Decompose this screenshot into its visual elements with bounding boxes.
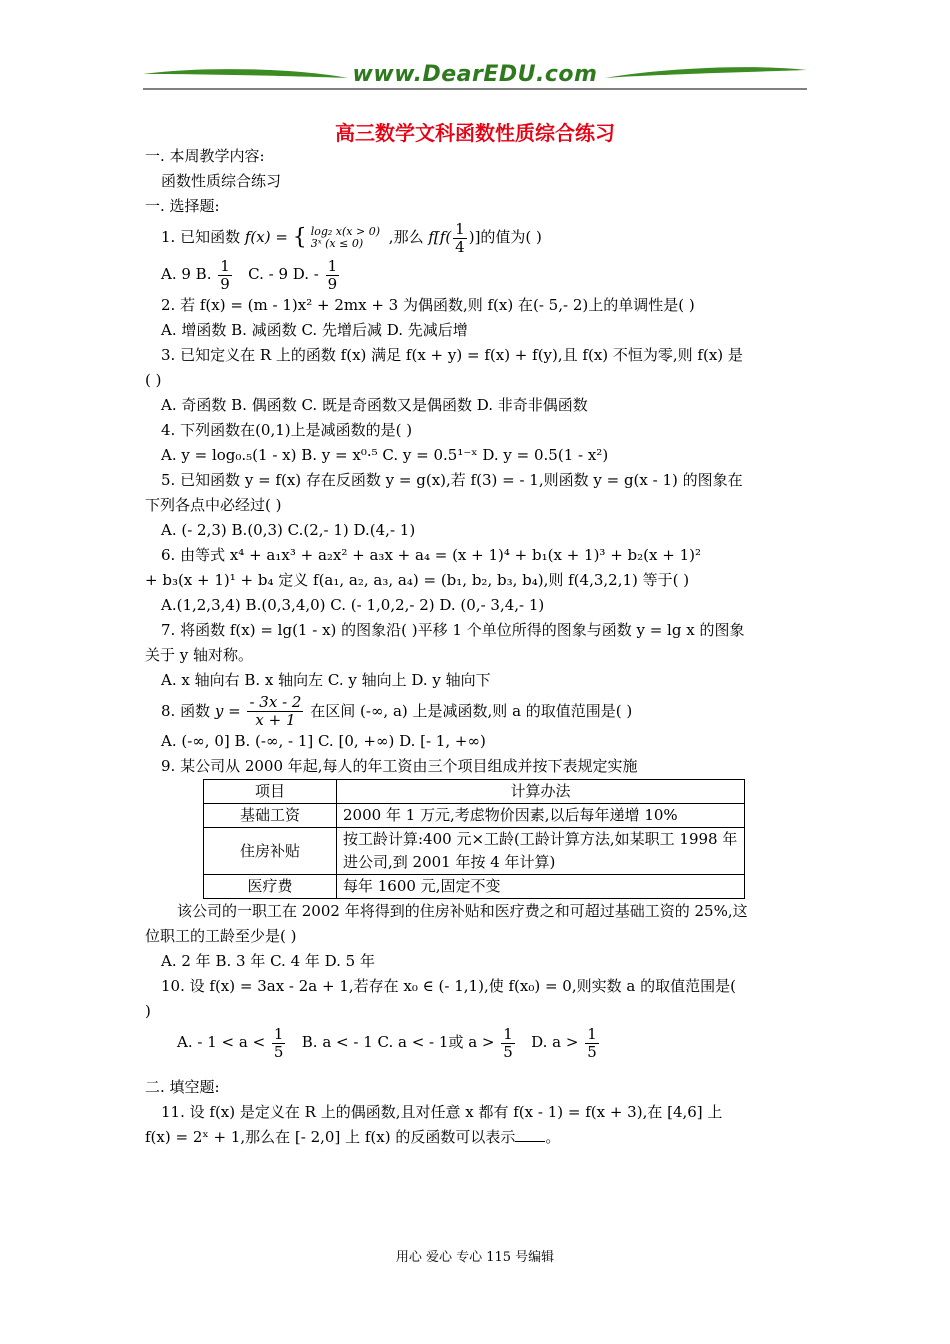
- question-continuation: ): [145, 1002, 151, 1020]
- table-row: 医疗费 每年 1600 元,固定不变: [204, 875, 745, 899]
- question-8: 8. 函数 y = $\frac{- 3x - 2}{x + 1}$ 在区间 (-∞, a) 上是减函数,则 a 的取值范围是( ): [161, 693, 633, 729]
- page-footer: 用心 爱心 专心 115 号编辑: [395, 1250, 555, 1265]
- question-continuation: 下列各点中必经过( ): [145, 495, 282, 514]
- section-heading: 二. 填空题:: [145, 1077, 220, 1096]
- answer-options: A. 奇函数 B. 偶函数 C. 既是奇函数又是偶函数 D. 非奇非偶函数: [161, 395, 588, 414]
- question-4: 4. 下列函数在(0,1)上是减函数的是( ): [161, 420, 413, 439]
- question-10: 10. 设 f(x) = 3ax - 2a + 1,若存在 x₀ ∈ (- 1,1),使 f(x₀) = 0,则实数 a 的取值范围是(: [161, 977, 736, 995]
- answer-options: A. 2 年 B. 3 年 C. 4 年 D. 5 年: [161, 952, 375, 970]
- question-11: 11. 设 f(x) 是定义在 R 上的偶函数,且对任意 x 都有 f(x - 1) = f(x + 3),在 [4,6] 上: [161, 1102, 723, 1121]
- question-continuation: + b₃(x + 1)¹ + b₄ 定义 f(a₁, a₂, a₃, a₄) = (b₁, b₂, b₃, b₄),则 f(4,3,2,1) 等于( ): [145, 570, 690, 589]
- document-body: [145, 144, 810, 1150]
- page-title: 高三数学文科函数性质综合练习: [335, 121, 615, 145]
- question-7: 7. 将函数 f(x) = lg(1 - x) 的图象沿( )平移 1 个单位所得的图象与函数 y = lg x 的图象: [161, 620, 745, 639]
- answer-options: A. 增函数 B. 减函数 C. 先增后减 D. 先减后增: [161, 320, 468, 339]
- question-2: 2. 若 f(x) = (m - 1)x² + 2mx + 3 为偶函数,则 f(x) 在(- 5,- 2)上的单调性是( ): [161, 295, 695, 314]
- answer-blank[interactable]: [515, 1127, 545, 1142]
- answer-options: A. (-∞, 0] B. (-∞, - 1] C. [0, +∞) D. [- 1, +∞): [161, 732, 486, 750]
- table-row: 基础工资 2000 年 1 万元,考虑物价因素,以后每年递增 10%: [204, 804, 745, 828]
- salary-table: [203, 779, 745, 899]
- question-3: 3. 已知定义在 R 上的函数 f(x) 满足 f(x + y) = f(x) + f(y),且 f(x) 不恒为零,则 f(x) 是: [161, 345, 743, 364]
- site-header: [143, 62, 807, 94]
- answer-options: A. (- 2,3) B.(0,3) C.(2,- 1) D.(4,- 1): [161, 520, 416, 539]
- section-heading: 一. 选择题:: [145, 197, 220, 215]
- question-1: 1. 已知函数 f(x) = { log₂ x(x > 0) 3ˣ (x ≤ 0) ,那么 f[f( $\frac{1}{4}$ )]的值为( ): [161, 219, 542, 256]
- answer-options: A. 9 B. $\frac{1}{9}$ C. - 9 D. - $\frac{1}{9}$: [161, 256, 338, 293]
- fraction: $\frac{1}{4}$: [455, 219, 465, 256]
- section-heading: 一. 本周教学内容:: [145, 147, 265, 165]
- question-text: 该公司的一职工在 2002 年将得到的住房补贴和医疗费之和可超过基础工资的 25%,这: [177, 902, 748, 920]
- answer-options: A. y = log₀.₅(1 - x) B. y = x⁰·⁵ C. y = 0.5¹⁻ˣ D. y = 0.5(1 - x²): [161, 445, 609, 464]
- table-header-row: 项目 计算办法: [204, 780, 745, 804]
- answer-options: A.(1,2,3,4) B.(0,3,4,0) C. (- 1,0,2,- 2) D. (0,- 3,4,- 1): [161, 595, 545, 614]
- answer-options: A. - 1 < a < $\frac{1}{5}$ B. a < - 1 C. a < - 1或 a > $\frac{1}{5}$ D. a > $\frac{1}{5}$: [177, 1024, 597, 1061]
- table-row: 住房补贴 按工龄计算:400 元×工龄(工龄计算方法,如某职工 1998 年进公司,到 2001 年按 4 年计算): [204, 828, 745, 875]
- question-continuation: 关于 y 轴对称。: [145, 645, 254, 664]
- question-9: 9. 某公司从 2000 年起,每人的年工资由三个项目组成并按下表规定实施: [161, 757, 638, 775]
- question-continuation: f(x) = 2ˣ + 1,那么在 [- 2,0] 上 f(x) 的反函数可以表示 。: [145, 1127, 561, 1146]
- question-6: 6. 由等式 x⁴ + a₁x³ + a₂x² + a₃x + a₄ = (x + 1)⁴ + b₁(x + 1)³ + b₂(x + 1)²: [161, 545, 701, 564]
- answer-options: A. x 轴向右 B. x 轴向左 C. y 轴向上 D. y 轴向下: [161, 670, 491, 689]
- question-continuation: 位职工的工龄至少是( ): [145, 927, 297, 945]
- question-5: 5. 已知函数 y = f(x) 存在反函数 y = g(x),若 f(3) = - 1,则函数 y = g(x - 1) 的图象在: [161, 470, 743, 489]
- piecewise-definition: log₂ x(x > 0) 3ˣ (x ≤ 0): [310, 225, 381, 250]
- site-logo[interactable]: www.DearEDU.com: [352, 62, 598, 87]
- section-body: 函数性质综合练习: [161, 172, 282, 190]
- question-continuation: ( ): [145, 370, 162, 389]
